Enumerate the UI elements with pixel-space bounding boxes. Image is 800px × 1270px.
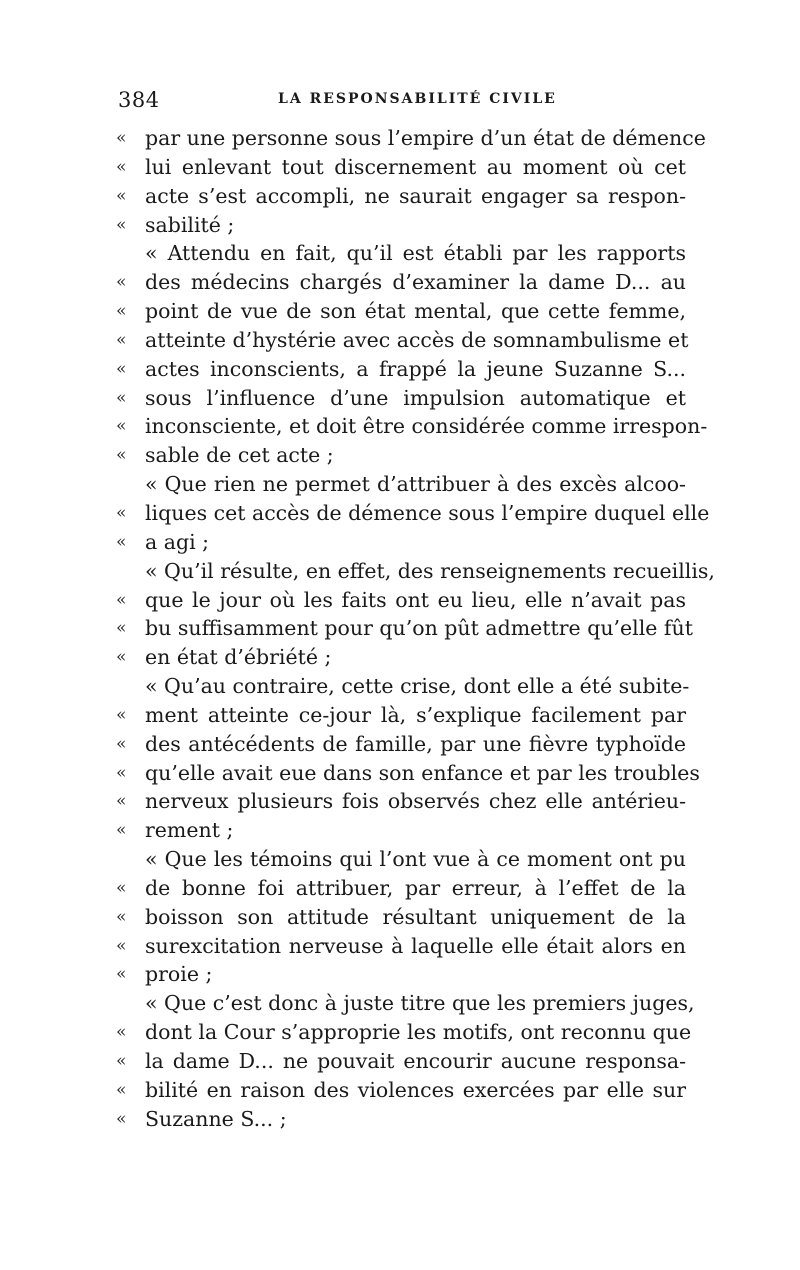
line-text: que le jour où les faits ont eu lieu, elle n’avait pas bbox=[145, 587, 686, 612]
text-line bbox=[116, 787, 686, 816]
text-line bbox=[116, 182, 686, 211]
text-line bbox=[116, 1047, 686, 1076]
quote-mark: « bbox=[116, 820, 127, 841]
text-line bbox=[116, 816, 686, 845]
quote-mark: « bbox=[116, 647, 127, 668]
text-line bbox=[116, 614, 693, 643]
line-text: « Qu’au contraire, cette crise, dont elle a été subite- bbox=[145, 674, 690, 699]
line-text: bu suffisamment pour qu’on pût admettre qu’elle fût bbox=[145, 616, 693, 641]
quote-mark: « bbox=[116, 618, 127, 639]
line-text: ment atteinte ce-jour là, s’explique facilement par bbox=[145, 702, 686, 727]
text-line bbox=[116, 932, 686, 961]
quote-mark: « bbox=[116, 445, 127, 466]
line-text: point de vue de son état mental, que cette femme, bbox=[145, 299, 686, 324]
line-text: a agi ; bbox=[145, 529, 210, 554]
quote-mark: « bbox=[116, 272, 127, 293]
text-line bbox=[116, 960, 686, 989]
quote-mark: « bbox=[116, 791, 127, 812]
quote-mark: « bbox=[116, 704, 127, 725]
text-line bbox=[116, 989, 695, 1018]
line-text: acte s’est accompli, ne saurait engager sa respon- bbox=[145, 183, 686, 208]
text-line bbox=[116, 759, 700, 788]
line-text: des antécédents de famille, par une fièvre typhoïde bbox=[145, 731, 686, 756]
line-text: « Que rien ne permet d’attribuer à des excès alcoo- bbox=[145, 472, 686, 497]
page-number: 384 bbox=[118, 88, 160, 112]
line-text: lui enlevant tout discernement au moment où cet bbox=[145, 154, 686, 179]
running-title: LA RESPONSABILITÉ CIVILE bbox=[278, 91, 557, 107]
text-line bbox=[116, 384, 686, 413]
quote-mark: « bbox=[116, 156, 127, 177]
text-line bbox=[116, 672, 690, 701]
text-line bbox=[116, 730, 686, 759]
quote-mark: « bbox=[116, 185, 127, 206]
text-line bbox=[116, 528, 686, 557]
text-line bbox=[116, 557, 715, 586]
quote-mark: « bbox=[116, 733, 127, 754]
quote-mark: « bbox=[116, 877, 127, 898]
line-text: atteinte d’hystérie avec accès de somnambulisme et bbox=[145, 327, 689, 352]
text-line bbox=[116, 326, 689, 355]
page-header bbox=[118, 88, 688, 118]
text-line bbox=[116, 412, 708, 441]
text-line bbox=[116, 355, 686, 384]
line-text: nerveux plusieurs fois observés chez elle antérieu- bbox=[145, 789, 686, 814]
quote-mark: « bbox=[116, 1022, 127, 1043]
line-text: sable de cet acte ; bbox=[145, 443, 334, 468]
line-text: de bonne foi attribuer, par erreur, à l’effet de la bbox=[145, 875, 686, 900]
line-text: « Qu’il résulte, en effet, des renseignements recueillis, bbox=[145, 558, 715, 583]
text-line bbox=[116, 268, 686, 297]
line-text: actes inconscients, a frappé la jeune Suzanne S... bbox=[145, 356, 686, 381]
quote-mark: « bbox=[116, 964, 127, 985]
quote-mark: « bbox=[116, 128, 127, 148]
quote-mark: « bbox=[116, 416, 127, 437]
line-text: en état d’ébriété ; bbox=[145, 645, 332, 670]
line-text: boisson son attitude résultant uniquement de la bbox=[145, 904, 686, 929]
quote-mark: « bbox=[116, 935, 127, 956]
line-text: « Attendu en fait, qu’il est établi par les rapports bbox=[145, 241, 686, 266]
quote-mark: « bbox=[116, 762, 127, 783]
line-text: Suzanne S... ; bbox=[145, 1106, 287, 1131]
text-line bbox=[116, 499, 710, 528]
quote-mark: « bbox=[116, 589, 127, 610]
line-text: liques cet accès de démence sous l’empire duquel elle bbox=[145, 500, 710, 525]
text-line bbox=[116, 1105, 686, 1134]
line-text: qu’elle avait eue dans son enfance et par les troubles bbox=[145, 760, 700, 785]
text-line bbox=[116, 470, 686, 499]
line-text: « Que les témoins qui l’ont vue à ce moment ont pu bbox=[145, 847, 686, 872]
line-text: surexcitation nerveuse à laquelle elle était alors en bbox=[145, 933, 686, 958]
text-line bbox=[116, 874, 686, 903]
line-text: par une personne sous l’empire d’un état de démence bbox=[145, 126, 706, 150]
text-line bbox=[116, 239, 686, 268]
quote-mark: « bbox=[116, 358, 127, 379]
quote-mark: « bbox=[116, 502, 127, 523]
quote-mark: « bbox=[116, 906, 127, 927]
quote-mark: « bbox=[116, 214, 127, 235]
quote-mark: « bbox=[116, 1079, 127, 1100]
quote-mark: « bbox=[116, 301, 127, 322]
quote-mark: « bbox=[116, 329, 127, 350]
line-text: la dame D... ne pouvait encourir aucune responsa- bbox=[145, 1049, 686, 1073]
line-text: « Que c’est donc à juste titre que les premiers juges, bbox=[145, 991, 695, 1016]
quote-mark: « bbox=[116, 1051, 127, 1071]
text-line bbox=[116, 643, 686, 672]
text-line bbox=[116, 297, 686, 326]
text-line bbox=[116, 441, 686, 470]
text-line bbox=[116, 124, 706, 153]
line-text: proie ; bbox=[145, 962, 213, 987]
text-line bbox=[116, 153, 686, 182]
text-line bbox=[116, 845, 686, 874]
text-line bbox=[116, 211, 686, 240]
text-line bbox=[116, 1076, 686, 1105]
quote-mark: « bbox=[116, 387, 127, 408]
line-text: dont la Cour s’approprie les motifs, ont reconnu que bbox=[145, 1020, 692, 1045]
line-text: des médecins chargés d’examiner la dame D... au bbox=[145, 270, 686, 295]
quote-mark: « bbox=[116, 1108, 127, 1129]
text-line bbox=[116, 1018, 692, 1047]
line-text: sous l’influence d’une impulsion automatique et bbox=[145, 385, 686, 410]
line-text: inconsciente, et doit être considérée comme irrespon- bbox=[145, 414, 708, 439]
line-text: rement ; bbox=[145, 818, 234, 843]
text-line bbox=[116, 701, 686, 730]
line-text: sabilité ; bbox=[145, 212, 235, 237]
body-text bbox=[116, 124, 715, 1134]
text-line bbox=[116, 586, 686, 615]
quote-mark: « bbox=[116, 531, 127, 552]
text-line bbox=[116, 903, 686, 932]
line-text: bilité en raison des violences exercées par elle sur bbox=[145, 1077, 686, 1102]
